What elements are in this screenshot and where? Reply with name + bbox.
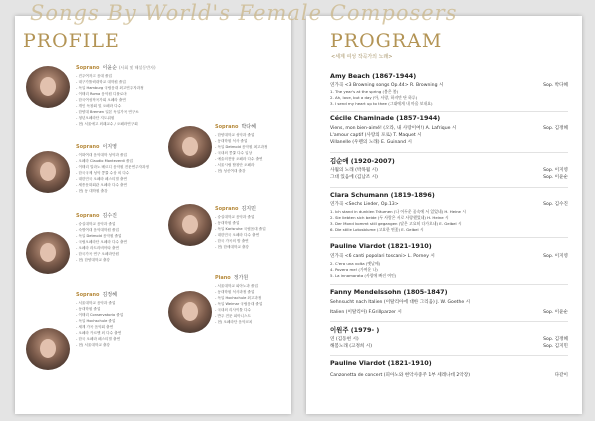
program-subitem: 1. Ich stand in dunklen Träumen (나 어두운 꿈속에 서 있었네) H. Heine 시 (330, 209, 466, 214)
performer-photo (26, 232, 70, 274)
watermark-title: Songs By World's Female Composers (30, 1, 458, 25)
program-item: L'amour captif (사랑의 포로) T. Maquet 시 (330, 133, 422, 138)
performer-photo (26, 151, 70, 193)
performer-photo (26, 66, 70, 108)
performer-role: Piano 정가원 (215, 275, 249, 281)
composer-heading: 김순애 (1920-2007) (330, 157, 395, 165)
program-subitem: 3. Der Mond kommt still gegangen (달은 고요히 다가오네) E. Geibel 시 (330, 221, 462, 226)
program-item: Italien (이탈리아) F.Grillparzer 시 Sop. 이윤순 (330, 310, 568, 315)
performer-card (215, 206, 289, 250)
profile-page (15, 16, 291, 414)
composer-heading: Clara Schumann (1819-1896) (330, 191, 435, 199)
performer-card (76, 144, 168, 194)
program-item: 연가곡 <Sechs Lieder, Op.13> Sop. 김수진 (330, 202, 568, 207)
performer-bio: - 서울대학교 피아노과 졸업 - 동대학원 석사과정 졸업 - 독일 Hochschule 최고과정 - 독일 Weimar 국립음대 졸업 - 국내외 리사이틀 다수 - 반주 전문 피아니스트 - 현) 오페라단 음악코치 (215, 284, 263, 324)
program-page (306, 16, 582, 414)
performer-label: Sop. 박다혜 (543, 83, 568, 88)
program-subitem: 2. C'era una volta (옛날에) (330, 261, 381, 266)
performer-bio: - 한양대학교 성악과 졸업 - 동대학원 석사 졸업 - 독일 Detmold 음악원 최고과정 - 국내외 콩쿨 다수 입상 - 예술의전당 오페라 다수 출연 - 서울시립 합창단 오페라 - 현) 성신여대 출강 (215, 133, 268, 173)
performer-card (76, 213, 168, 263)
performer-label: Sop. 이윤순 (543, 310, 568, 315)
divider (330, 237, 568, 238)
composer-heading: Pauline Viardot (1821-1910) (330, 242, 432, 250)
program-item: Canzonetta de concert (피아노와 현악사중주 1부 세레나데 2악장) 다같이 (330, 373, 568, 378)
performer-role: Soprano 이지영 (76, 144, 117, 150)
program-item: Villanelle (우렌의 노래) E. Guinand 시 (330, 140, 412, 145)
composer-heading: Amy Beach (1867-1944) (330, 72, 417, 80)
program-subitem: 4. Povera me! (가여운 나) (330, 267, 378, 272)
divider (330, 152, 568, 153)
performer-label: Sop. 이지영 (543, 254, 568, 259)
program-subitem: 1. The year's at the spring (봄은 봄) (330, 89, 399, 94)
composer-heading: Pauline Viardot (1821-1910) (330, 359, 432, 367)
performer-label: Sop. 김정혜 (543, 126, 568, 131)
program-subitem: 2. Ah, love, but a day (아, 사랑, 하지만 단 하루) (330, 95, 418, 100)
program-subitem: 6. Die stille Lotosblume (고요한 연꽃) E. Geibel 시 (330, 227, 424, 232)
performer-label: Sop. 이지영 (543, 168, 568, 173)
performer-role: Soprano 이윤순 (사회 및 해설동반자) (76, 65, 156, 71)
performer-card (76, 64, 168, 127)
program-item: 연 (김동현 시) Sop. 김정혜 (330, 337, 568, 342)
program-subtitle: <세계 여성 작곡가의 노래> (331, 54, 393, 60)
performer-bio: - 서울대학교 음악과 졸업 - 동대학원 졸업 - 이태리 Conservatorio 졸업 - 독일 Hochschule 졸업 - 세계 가곡 음악회 출연 - 오페라 카르멘 외 다수 출연 - 한국 오페라 페스티벌 출연 - 현) 서울대학교 출강 (76, 301, 124, 347)
program-item: 연가곡 <3 Browning songs Op.44> R. Browning 시 Sop. 박다혜 (330, 83, 568, 88)
program-subitem: 2. Sie liebten sich beide (두 사람은 서로 사랑했었네) H. Heine 시 (330, 215, 449, 220)
performer-photo (168, 126, 212, 168)
performer-label: Sop. 이윤순 (543, 175, 568, 180)
program-item: 그대 있음에 (김남조 시) Sop. 이윤순 (330, 175, 568, 180)
divider (330, 355, 568, 356)
performer-role: Soprano 김수진 (76, 213, 117, 219)
composer-heading: 이원주 (1979- ) (330, 326, 380, 334)
program-item: Sehnsucht nach Italien (이탈리아에 대한 그리움) J. W. Goethe 시 (330, 300, 471, 305)
performer-bio: - 진주여자고 음대 졸업 - 대구가톨릭대학교 대학원 졸업 - 독일 Hamburg 국립음대 최고연주자과정 - 이태리 Roma 음악원 디플로마 - 한국여성작곡가회 오페라 출연 - 개인 독창회 및 오페라 다수 - 한양대 Bremen 일본 독일가곡 연구소 - 청년오페라단 지도위원 - 현) 서울예고 외래교수 / 오페라연구회 (76, 74, 144, 126)
performer-bio: - 숭실대학교 음악과 졸업 - 동대학원 졸업 - 독일 Karlsruhe 국립음대 졸업 - 대한민국 오페라 다수 출연 - 한국 가곡의 밤 출연 - 현) 한세대학교 출강 (215, 215, 266, 249)
performer-card (215, 275, 289, 325)
program-item: 연가곡 <6 canti popolari toscani> L. Porney 시 Sop. 이지영 (330, 254, 568, 259)
composer-heading: Cécile Chaminade (1857-1944) (330, 114, 441, 122)
profile-title: PROFILE (23, 30, 120, 52)
divider (330, 187, 568, 188)
divider (330, 111, 568, 112)
program-subitem: 3. I send my heart up to thee (그대에게 내 마음 보내요) (330, 101, 433, 106)
program-item: 해봄노래 (고정희 시) Sop. 김지민 (330, 344, 568, 349)
composer-heading: Fanny Mendelssohn (1805-1847) (330, 288, 448, 296)
performer-bio: - 숭실대학교 음악과 졸업 - 숙명여대 음악대학원 졸업 - 독일 Detmold 음악원 졸업 - 국립오페라단 오페라 다수 출연 - 오페라 라트라비아타 출연 - 한국가곡 연구 오페라단원 - 현) 한양대학교 출강 (76, 222, 127, 262)
program-subitem: 5. La innamorata (사랑에 빠진 여인) (330, 273, 397, 278)
divider (330, 321, 568, 322)
divider (330, 284, 568, 285)
performer-role: Soprano 김지민 (215, 206, 256, 212)
program-title: PROGRAM (330, 30, 443, 52)
program-item: 사월의 노래 (박목월 시) Sop. 이지영 (330, 168, 568, 173)
performer-label: Sop. 김지민 (543, 344, 568, 349)
performer-role: Soprano 박다혜 (215, 124, 256, 130)
performer-photo (168, 291, 212, 333)
performer-label: Sop. 김정혜 (543, 337, 568, 342)
performer-card (76, 292, 168, 348)
performer-role: Soprano 김정혜 (76, 292, 117, 298)
performer-bio: - 이화여대 음악대학 성악과 졸업 - 오페라 Claudio Monteverdi 졸업 - 이태리 밀라노 베르디 음악원 전문연주자과정 - 한국국제 성악 콩쿨 수상 외 다수 - 대한민국 오페라 페스티벌 출연 - 세종문화회관 오페라 다수 출연 - 현) 동 대학원 출강 (76, 153, 149, 193)
performer-photo (26, 328, 70, 370)
program-item: Viens, mon bien-aimé! (오라, 내 사랑이여!) A. Lafrique 시 Sop. 김정혜 (330, 126, 568, 131)
performer-label: Sop. 김수진 (543, 202, 568, 207)
performer-photo (168, 204, 212, 246)
performer-label: 다같이 (554, 373, 568, 378)
performer-card (215, 124, 289, 174)
